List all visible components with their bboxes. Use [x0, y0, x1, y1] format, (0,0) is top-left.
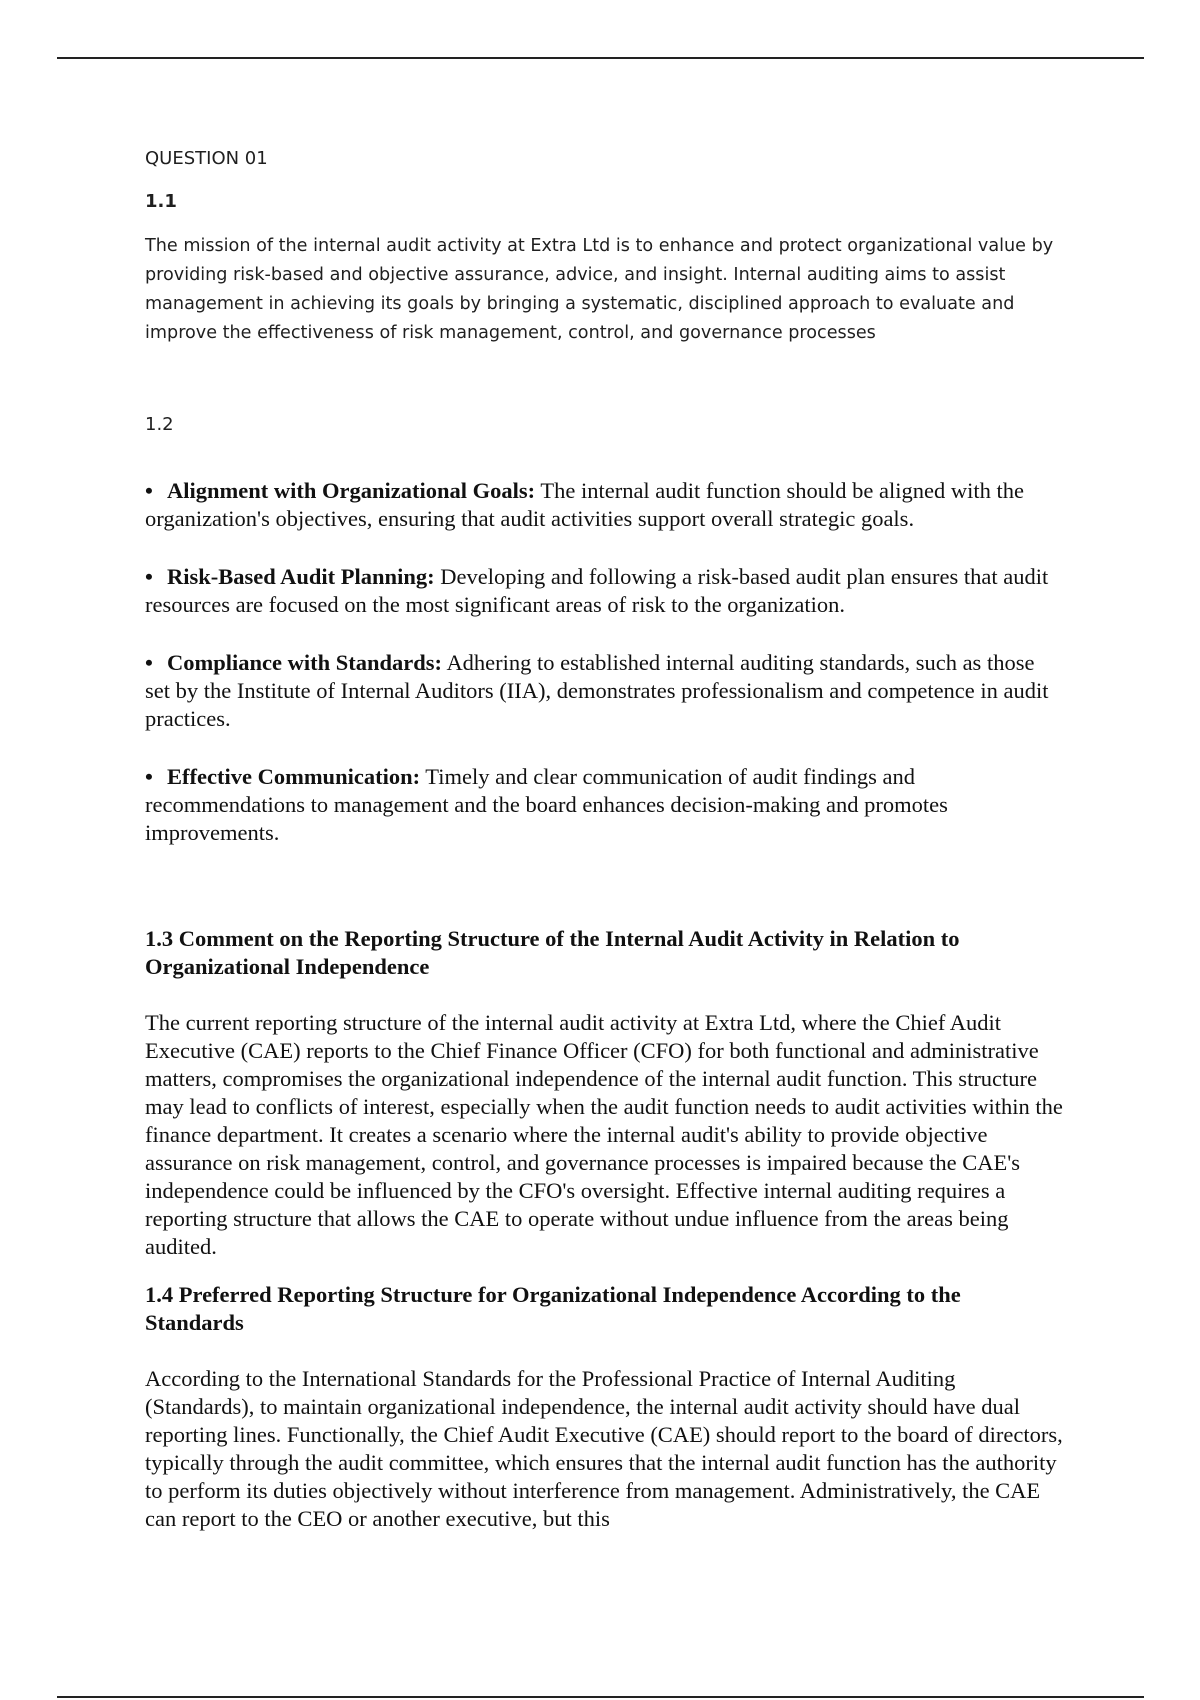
- bullet-item: [145, 763, 1065, 847]
- bullet-text: Developing and following a risk-based audit plan ensures that audit resources are focused on the most significant areas of risk to the organization.: [145, 564, 1049, 617]
- section-paragraph-1-4: According to the International Standards for the Professional Practice of Internal Auditing (Standards), to maintain organizational independence, the internal audit activity should have dual reporting lines. Functionally, the Chief Audit Executive (CAE) should report to the board of directors, typically through the audit committee, which ensures that the internal audit function has the authority to perform its duties objectively without interference from management. Administratively, the CAE can report to the CEO or another executive, but this: [145, 1366, 1063, 1531]
- section-heading-1-4: 1.4 Preferred Reporting Structure for Organizational Independence According to the Standards: [145, 1282, 961, 1335]
- bullet-label: Compliance with Standards:: [167, 650, 443, 675]
- bullet-dot-icon: •: [145, 764, 153, 789]
- bullet-item: [145, 649, 1065, 733]
- bullet-item: [145, 477, 1065, 533]
- top-rule: [57, 57, 1144, 59]
- bullet-dot-icon: •: [145, 564, 153, 589]
- bullet-text: Timely and clear communication of audit findings and recommendations to management and the board enhances decision-making and promotes improvements.: [145, 764, 948, 845]
- bottom-rule: [57, 1696, 1144, 1698]
- section-number-1-2: 1.2: [145, 414, 174, 435]
- document-body: [145, 144, 1065, 1533]
- bullet-label: Alignment with Organizational Goals:: [167, 478, 536, 503]
- section-heading-1-3: 1.3 Comment on the Reporting Structure of the Internal Audit Activity in Relation to Organizational Independence: [145, 926, 960, 979]
- bullet-text: Adhering to established internal auditing standards, such as those set by the Institute of Internal Auditors (IIA), demonstrates professionalism and competence in audit practices.: [145, 650, 1049, 731]
- bullet-text: The internal audit function should be aligned with the organization's objectives, ensuring that audit activities support overall strategic goals.: [145, 478, 1024, 531]
- section-number-1-1: 1.1: [145, 191, 177, 212]
- question-title: QUESTION 01: [145, 148, 268, 169]
- bullet-label: Risk-Based Audit Planning:: [167, 564, 435, 589]
- bullet-dot-icon: •: [145, 478, 153, 503]
- mission-paragraph: The mission of the internal audit activity at Extra Ltd is to enhance and protect organizational value by providing risk-based and objective assurance, advice, and insight. Internal auditing aims to assist management in achieving its goals by bringing a systematic, disciplined approach to evaluate and improve the effectiveness of risk management, control, and governance processes: [145, 236, 1054, 343]
- section-paragraph-1-3: The current reporting structure of the internal audit activity at Extra Ltd, where the Chief Audit Executive (CAE) reports to the Chief Finance Officer (CFO) for both functional and administrative matters, compromises the organizational independence of the internal audit function. This structure may lead to conflicts of interest, especially when the audit function needs to audit activities within the finance department. It creates a scenario where the internal audit's ability to provide objective assurance on risk management, control, and governance processes is impaired because the CAE's independence could be influenced by the CFO's oversight. Effective internal auditing requires a reporting structure that allows the CAE to operate without undue influence from the areas being audited.: [145, 1010, 1063, 1259]
- bullet-label: Effective Communication:: [167, 764, 421, 789]
- bullet-dot-icon: •: [145, 650, 153, 675]
- bullet-item: [145, 563, 1065, 619]
